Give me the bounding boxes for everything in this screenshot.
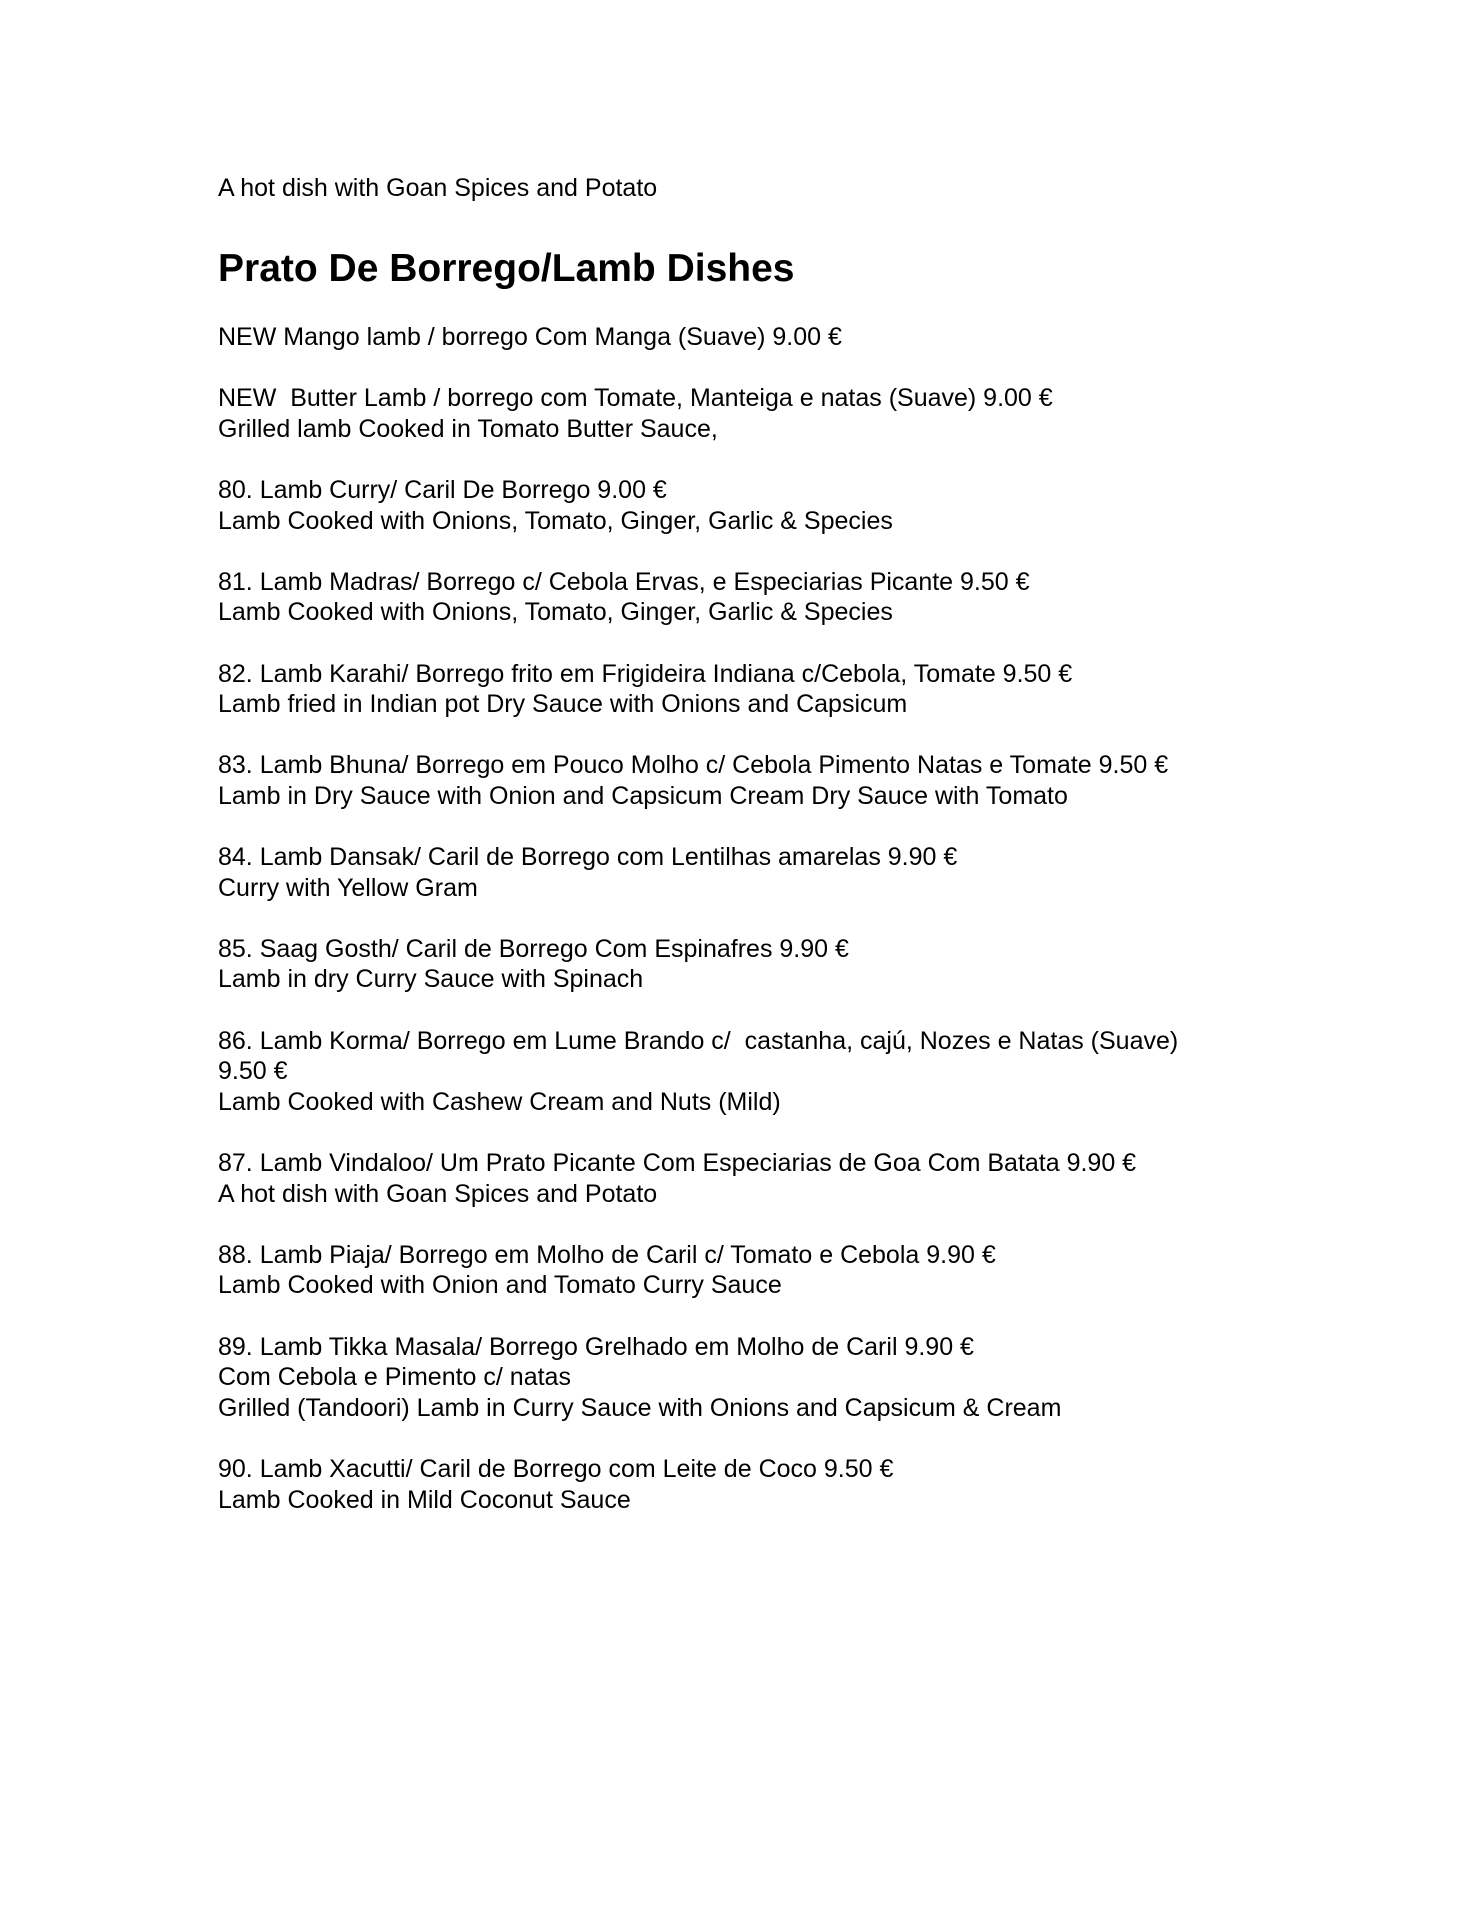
menu-item <box>218 1454 1418 1515</box>
menu-item-description: Lamb Cooked in Mild Coconut Sauce <box>218 1485 631 1514</box>
menu-item-title: 88. Lamb Piaja/ Borrego em Molho de Caril c/ Tomato e Cebola 9.90 € <box>218 1240 996 1269</box>
menu-list <box>218 322 1418 1546</box>
menu-item <box>218 1332 1418 1424</box>
menu-item <box>218 659 1418 720</box>
menu-item-description: Com Cebola e Pimento c/ natas <box>218 1363 571 1392</box>
menu-item-title: NEW Mango lamb / borrego Com Manga (Suave) 9.00 € <box>218 323 842 351</box>
intro-text: A hot dish with Goan Spices and Potato <box>218 174 658 202</box>
menu-item-description: Grilled (Tandoori) Lamb in Curry Sauce with Onions and Capsicum & Cream <box>218 1393 1062 1422</box>
menu-item-description: Lamb fried in Indian pot Dry Sauce with Onions and Capsicum <box>218 690 908 719</box>
menu-item-description: Lamb Cooked with Cashew Cream and Nuts (Mild) <box>218 1087 781 1116</box>
menu-item-title: 89. Lamb Tikka Masala/ Borrego Grelhado em Molho de Caril 9.90 € <box>218 1332 974 1361</box>
menu-item <box>218 842 1418 903</box>
menu-item-description: Lamb in dry Curry Sauce with Spinach <box>218 965 644 994</box>
menu-item <box>218 475 1418 536</box>
menu-item <box>218 1026 1418 1118</box>
menu-item <box>218 383 1418 444</box>
menu-item <box>218 934 1418 995</box>
menu-item-title: 90. Lamb Xacutti/ Caril de Borrego com Leite de Coco 9.50 € <box>218 1454 894 1483</box>
menu-item-title: 85. Saag Gosth/ Caril de Borrego Com Espinafres 9.90 € <box>218 934 849 963</box>
menu-item-title: NEW Butter Lamb / borrego com Tomate, Manteiga e natas (Suave) 9.00 € <box>218 384 1053 413</box>
menu-item-description: Grilled lamb Cooked in Tomato Butter Sauce, <box>218 414 718 443</box>
menu-item-title: 83. Lamb Bhuna/ Borrego em Pouco Molho c/ Cebola Pimento Natas e Tomate 9.50 € <box>218 751 1169 780</box>
section-title: Prato De Borrego/Lamb Dishes <box>218 247 795 290</box>
menu-item-title: 80. Lamb Curry/ Caril De Borrego 9.00 € <box>218 475 667 504</box>
menu-item-description: Lamb Cooked with Onions, Tomato, Ginger, Garlic & Species <box>218 598 893 627</box>
menu-item-description: Lamb in Dry Sauce with Onion and Capsicum Cream Dry Sauce with Tomato <box>218 781 1068 810</box>
menu-item-description: Lamb Cooked with Onions, Tomato, Ginger, Garlic & Species <box>218 506 893 535</box>
menu-item <box>218 567 1418 628</box>
menu-item-description: A hot dish with Goan Spices and Potato <box>218 1179 658 1208</box>
menu-item-title: 87. Lamb Vindaloo/ Um Prato Picante Com Especiarias de Goa Com Batata 9.90 € <box>218 1149 1137 1178</box>
menu-item <box>218 1148 1418 1209</box>
menu-item-title: 81. Lamb Madras/ Borrego c/ Cebola Ervas, e Especiarias Picante 9.50 € <box>218 567 1030 596</box>
menu-item <box>218 322 1418 353</box>
menu-item-title: 86. Lamb Korma/ Borrego em Lume Brando c/ castanha, cajú, Nozes e Natas (Suave) <box>218 1026 1179 1055</box>
menu-item-description: Lamb Cooked with Onion and Tomato Curry Sauce <box>218 1271 782 1300</box>
menu-item-title: 82. Lamb Karahi/ Borrego frito em Frigideira Indiana c/Cebola, Tomate 9.50 € <box>218 659 1073 688</box>
menu-item-title: 84. Lamb Dansak/ Caril de Borrego com Lentilhas amarelas 9.90 € <box>218 843 958 872</box>
menu-item-description: 9.50 € <box>218 1057 288 1086</box>
menu-item <box>218 1240 1418 1301</box>
menu-item <box>218 750 1418 811</box>
menu-item-description: Curry with Yellow Gram <box>218 873 478 902</box>
